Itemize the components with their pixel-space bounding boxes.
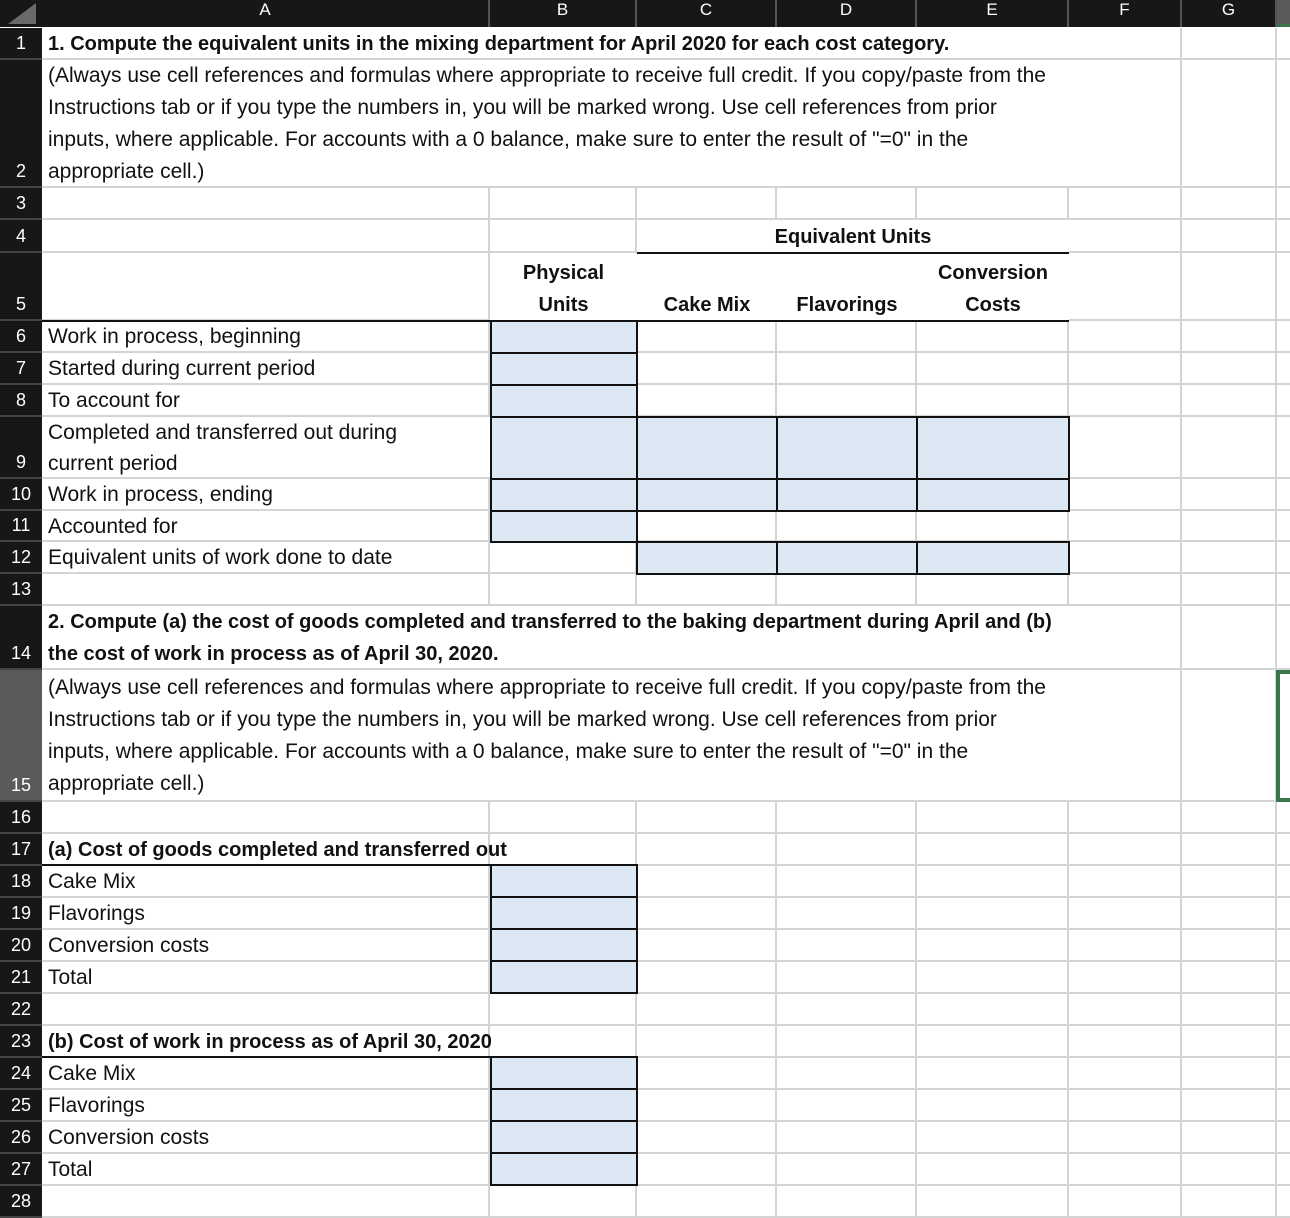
cell-E27[interactable] bbox=[917, 1154, 1069, 1186]
cell-G16[interactable] bbox=[1182, 802, 1277, 834]
part-b-flavorings: Flavorings bbox=[48, 1094, 145, 1117]
input-e9[interactable] bbox=[916, 416, 1070, 480]
row-header[interactable]: 4 bbox=[0, 220, 42, 253]
row-header[interactable]: 21 bbox=[0, 962, 42, 994]
row-header[interactable]: 3 bbox=[0, 188, 42, 220]
input-c9[interactable] bbox=[636, 416, 778, 480]
cell-E17[interactable] bbox=[917, 834, 1069, 866]
cell-E11[interactable] bbox=[917, 511, 1069, 542]
cell-F3[interactable] bbox=[1069, 188, 1182, 220]
row-header[interactable]: 12 bbox=[0, 542, 42, 574]
cell-E21[interactable] bbox=[917, 962, 1069, 994]
column-header[interactable]: C bbox=[637, 0, 777, 27]
input-d9[interactable] bbox=[776, 416, 918, 480]
col-physical-units: Physical Units bbox=[522, 262, 605, 316]
input-c12[interactable] bbox=[636, 541, 778, 575]
cell-F22[interactable] bbox=[1069, 994, 1182, 1026]
cell-F28[interactable] bbox=[1069, 1186, 1182, 1218]
input-b18[interactable] bbox=[490, 864, 638, 898]
row-label-wip-ending: Work in process, ending bbox=[48, 483, 273, 506]
cell-F17[interactable] bbox=[1069, 834, 1182, 866]
row-header[interactable]: 5 bbox=[0, 253, 42, 321]
cell-H8[interactable] bbox=[1277, 385, 1290, 417]
cell-C23[interactable] bbox=[637, 1026, 777, 1058]
cell-F5[interactable] bbox=[1069, 253, 1182, 321]
cell-D28[interactable] bbox=[777, 1186, 917, 1218]
row-label-wip-beginning: Work in process, beginning bbox=[48, 325, 301, 348]
row-header[interactable]: 24 bbox=[0, 1058, 42, 1090]
cell-G24[interactable] bbox=[1182, 1058, 1277, 1090]
row-header[interactable]: 19 bbox=[0, 898, 42, 930]
cell-G13[interactable] bbox=[1182, 574, 1277, 606]
part-b-header: (b) Cost of work in process as of April 30, 2020 bbox=[48, 1031, 492, 1053]
cell-C25[interactable] bbox=[637, 1090, 777, 1122]
row-header[interactable]: 6 bbox=[0, 321, 42, 353]
cell-D16[interactable] bbox=[777, 802, 917, 834]
cell-G15[interactable] bbox=[1182, 670, 1277, 802]
cell-C21[interactable] bbox=[637, 962, 777, 994]
cell-C16[interactable] bbox=[637, 802, 777, 834]
cell-E28[interactable] bbox=[917, 1186, 1069, 1218]
cell-G12[interactable] bbox=[1182, 542, 1277, 574]
cell-G2[interactable] bbox=[1182, 60, 1277, 188]
cell-B22[interactable] bbox=[490, 994, 637, 1026]
cell-E25[interactable] bbox=[917, 1090, 1069, 1122]
cell-D13[interactable] bbox=[777, 574, 917, 606]
cell-F16[interactable] bbox=[1069, 802, 1182, 834]
cell-D6[interactable] bbox=[777, 321, 917, 353]
cell-C17[interactable] bbox=[637, 834, 777, 866]
input-b24[interactable] bbox=[490, 1056, 638, 1090]
cell-D26[interactable] bbox=[777, 1122, 917, 1154]
cell-H4[interactable] bbox=[1277, 220, 1290, 253]
row-header[interactable]: 27 bbox=[0, 1154, 42, 1186]
cell-H19[interactable] bbox=[1277, 898, 1290, 930]
row-header[interactable]: 17 bbox=[0, 834, 42, 866]
cell-E20[interactable] bbox=[917, 930, 1069, 962]
cell-B13[interactable] bbox=[490, 574, 637, 606]
col-flavorings: Flavorings bbox=[796, 294, 898, 316]
row-header[interactable]: 9 bbox=[0, 417, 42, 479]
cell-F25[interactable] bbox=[1069, 1090, 1182, 1122]
cell-A13[interactable] bbox=[42, 574, 490, 606]
select-all-corner[interactable] bbox=[0, 0, 42, 27]
part-a-header: (a) Cost of goods completed and transferred out bbox=[48, 839, 507, 861]
cell-D19[interactable] bbox=[777, 898, 917, 930]
input-b19[interactable] bbox=[490, 896, 638, 930]
row-header[interactable]: 14 bbox=[0, 606, 42, 670]
row-header[interactable]: 25 bbox=[0, 1090, 42, 1122]
equivalent-units-header: Equivalent Units bbox=[774, 226, 932, 248]
cell-F15[interactable] bbox=[1069, 670, 1182, 802]
cell-D25[interactable] bbox=[777, 1090, 917, 1122]
cell-G8[interactable] bbox=[1182, 385, 1277, 417]
cell-G5[interactable] bbox=[1182, 253, 1277, 321]
cell-B17[interactable] bbox=[490, 834, 637, 866]
cell-G25[interactable] bbox=[1182, 1090, 1277, 1122]
cell-F20[interactable] bbox=[1069, 930, 1182, 962]
cell-E22[interactable] bbox=[917, 994, 1069, 1026]
cell-E8[interactable] bbox=[917, 385, 1069, 417]
cell-H14[interactable] bbox=[1277, 606, 1290, 670]
cell-H11[interactable] bbox=[1277, 511, 1290, 542]
row-header[interactable]: 10 bbox=[0, 479, 42, 511]
row-header[interactable]: 23 bbox=[0, 1026, 42, 1058]
cell-G22[interactable] bbox=[1182, 994, 1277, 1026]
cell-H23[interactable] bbox=[1277, 1026, 1290, 1058]
cell-C3[interactable] bbox=[637, 188, 777, 220]
cell-D24[interactable] bbox=[777, 1058, 917, 1090]
cell-G14[interactable] bbox=[1182, 606, 1277, 670]
cell-F10[interactable] bbox=[1069, 479, 1182, 511]
row-label-to-account-for: To account for bbox=[48, 389, 180, 412]
cell-H1[interactable] bbox=[1277, 28, 1290, 60]
cell-F19[interactable] bbox=[1069, 898, 1182, 930]
cell-F2[interactable] bbox=[1069, 60, 1182, 188]
cell-E16[interactable] bbox=[917, 802, 1069, 834]
input-c10[interactable] bbox=[636, 478, 778, 512]
cell-F21[interactable] bbox=[1069, 962, 1182, 994]
cell-C11[interactable] bbox=[637, 511, 777, 542]
input-b10[interactable] bbox=[490, 478, 638, 512]
row-header[interactable]: 7 bbox=[0, 353, 42, 385]
column-header[interactable]: A bbox=[42, 0, 490, 27]
cell-H16[interactable] bbox=[1277, 802, 1290, 834]
cell-G28[interactable] bbox=[1182, 1186, 1277, 1218]
col-cake-mix: Cake Mix bbox=[663, 294, 751, 316]
row-header[interactable]: 8 bbox=[0, 385, 42, 417]
cell-D21[interactable] bbox=[777, 962, 917, 994]
row-header[interactable]: 22 bbox=[0, 994, 42, 1026]
cell-D11[interactable] bbox=[777, 511, 917, 542]
cell-F6[interactable] bbox=[1069, 321, 1182, 353]
cell-C27[interactable] bbox=[637, 1154, 777, 1186]
column-header[interactable]: F bbox=[1069, 0, 1182, 27]
cell-G20[interactable] bbox=[1182, 930, 1277, 962]
cell-F23[interactable] bbox=[1069, 1026, 1182, 1058]
cell-C20[interactable] bbox=[637, 930, 777, 962]
input-b21[interactable] bbox=[490, 960, 638, 994]
cell-H2[interactable] bbox=[1277, 60, 1290, 188]
cell-A21[interactable] bbox=[42, 962, 490, 994]
cell-D8[interactable] bbox=[777, 385, 917, 417]
select-all-triangle-icon bbox=[0, 0, 42, 27]
cell-A4[interactable] bbox=[42, 220, 490, 253]
part-a-flavorings: Flavorings bbox=[48, 902, 145, 925]
cell-H22[interactable] bbox=[1277, 994, 1290, 1026]
cell-H6[interactable] bbox=[1277, 321, 1290, 353]
input-b8[interactable] bbox=[490, 384, 638, 418]
cell-E26[interactable] bbox=[917, 1122, 1069, 1154]
cell-G27[interactable] bbox=[1182, 1154, 1277, 1186]
cell-G7[interactable] bbox=[1182, 353, 1277, 385]
cell-G4[interactable] bbox=[1182, 220, 1277, 253]
cell-C18[interactable] bbox=[637, 866, 777, 898]
cell-F24[interactable] bbox=[1069, 1058, 1182, 1090]
q2-title: 2. Compute (a) the cost of goods completed and transferred to the baking department during April and (b) the cost of work in process as of April 30, 2020. bbox=[48, 611, 1058, 665]
input-b6[interactable] bbox=[490, 320, 638, 354]
cell-F9[interactable] bbox=[1069, 417, 1182, 479]
cell-H7[interactable] bbox=[1277, 353, 1290, 385]
cell-H21[interactable] bbox=[1277, 962, 1290, 994]
cell-G19[interactable] bbox=[1182, 898, 1277, 930]
cell-H17[interactable] bbox=[1277, 834, 1290, 866]
cell-D3[interactable] bbox=[777, 188, 917, 220]
cell-F27[interactable] bbox=[1069, 1154, 1182, 1186]
cell-H10[interactable] bbox=[1277, 479, 1290, 511]
row-header[interactable]: 20 bbox=[0, 930, 42, 962]
row-header[interactable]: 28 bbox=[0, 1186, 42, 1218]
row-header[interactable]: 16 bbox=[0, 802, 42, 834]
row-label-completed: Completed and transferred out during current period bbox=[48, 421, 403, 475]
input-b27[interactable] bbox=[490, 1152, 638, 1186]
cell-C28[interactable] bbox=[637, 1186, 777, 1218]
row-header[interactable]: 11 bbox=[0, 511, 42, 542]
cell-H3[interactable] bbox=[1277, 188, 1290, 220]
cell-D7[interactable] bbox=[777, 353, 917, 385]
cell-F11[interactable] bbox=[1069, 511, 1182, 542]
cell-C24[interactable] bbox=[637, 1058, 777, 1090]
row-header[interactable]: 2 bbox=[0, 60, 42, 188]
cell-D23[interactable] bbox=[777, 1026, 917, 1058]
cell-F12[interactable] bbox=[1069, 542, 1182, 574]
cell-F1[interactable] bbox=[1069, 28, 1182, 60]
cell-G18[interactable] bbox=[1182, 866, 1277, 898]
row-header[interactable]: 18 bbox=[0, 866, 42, 898]
cell-G11[interactable] bbox=[1182, 511, 1277, 542]
cell-F13[interactable] bbox=[1069, 574, 1182, 606]
cell-H27[interactable] bbox=[1277, 1154, 1290, 1186]
cell-A3[interactable] bbox=[42, 188, 490, 220]
cell-A22[interactable] bbox=[42, 994, 490, 1026]
row-header[interactable]: 15 bbox=[0, 670, 42, 802]
cell-B16[interactable] bbox=[490, 802, 637, 834]
row-header[interactable]: 13 bbox=[0, 574, 42, 606]
row-label-equivalent-units: Equivalent units of work done to date bbox=[48, 546, 393, 569]
cell-G6[interactable] bbox=[1182, 321, 1277, 353]
cell-F26[interactable] bbox=[1069, 1122, 1182, 1154]
cell-E13[interactable] bbox=[917, 574, 1069, 606]
part-b-conversion: Conversion costs bbox=[48, 1126, 210, 1149]
input-b20[interactable] bbox=[490, 928, 638, 962]
q1-instructions: (Always use cell references and formulas where appropriate to receive full credit. If you copy/paste from the Instructions tab or if you type the numbers in, you will be marked wrong. Use cell references from prior inputs, where applicable. For accounts with a 0 balance, make sure to enter the result of "=0" in the appropriate cell.) bbox=[48, 64, 1052, 183]
cell-G1[interactable] bbox=[1182, 28, 1277, 60]
cell-F4[interactable] bbox=[1069, 220, 1182, 253]
cell-D27[interactable] bbox=[777, 1154, 917, 1186]
cell-F7[interactable] bbox=[1069, 353, 1182, 385]
q2-instructions: (Always use cell references and formulas where appropriate to receive full credit. If you copy/paste from the Instructions tab or if you type the numbers in, you will be marked wrong. Use cell references from prior inputs, where applicable. For accounts with a 0 balance, make sure to enter the result of "=0" in the appropriate cell.) bbox=[48, 676, 1052, 795]
input-d12[interactable] bbox=[776, 541, 918, 575]
cell-C13[interactable] bbox=[637, 574, 777, 606]
cell-E24[interactable] bbox=[917, 1058, 1069, 1090]
cell-E19[interactable] bbox=[917, 898, 1069, 930]
input-e12[interactable] bbox=[916, 541, 1070, 575]
cell-G23[interactable] bbox=[1182, 1026, 1277, 1058]
cell-B23[interactable] bbox=[490, 1026, 637, 1058]
cell-C6[interactable] bbox=[637, 321, 777, 353]
part-b-total: Total bbox=[48, 1158, 93, 1181]
col-conversion-costs: Conversion Costs bbox=[937, 262, 1049, 316]
cell-H9[interactable] bbox=[1277, 417, 1290, 479]
cell-F14[interactable] bbox=[1069, 606, 1182, 670]
cell-H20[interactable] bbox=[1277, 930, 1290, 962]
cell-C22[interactable] bbox=[637, 994, 777, 1026]
part-b-cake-mix: Cake Mix bbox=[48, 1062, 136, 1085]
cell-A27[interactable] bbox=[42, 1154, 490, 1186]
input-b11[interactable] bbox=[490, 510, 638, 543]
cell-H25[interactable] bbox=[1277, 1090, 1290, 1122]
input-b26[interactable] bbox=[490, 1120, 638, 1154]
column-header[interactable]: E bbox=[917, 0, 1069, 27]
cell-G26[interactable] bbox=[1182, 1122, 1277, 1154]
cell-A5[interactable] bbox=[42, 253, 490, 321]
input-b7[interactable] bbox=[490, 352, 638, 386]
row-header[interactable]: 1 bbox=[0, 28, 42, 60]
cell-G10[interactable] bbox=[1182, 479, 1277, 511]
input-d10[interactable] bbox=[776, 478, 918, 512]
cell-B3[interactable] bbox=[490, 188, 637, 220]
column-header[interactable]: G bbox=[1182, 0, 1277, 27]
cell-G9[interactable] bbox=[1182, 417, 1277, 479]
cell-G3[interactable] bbox=[1182, 188, 1277, 220]
part-a-cake-mix: Cake Mix bbox=[48, 870, 136, 893]
cell-C26[interactable] bbox=[637, 1122, 777, 1154]
cell-D17[interactable] bbox=[777, 834, 917, 866]
cell-A28[interactable] bbox=[42, 1186, 490, 1218]
cell-G21[interactable] bbox=[1182, 962, 1277, 994]
cell-H12[interactable] bbox=[1277, 542, 1290, 574]
q1-title: 1. Compute the equivalent units in the mixing department for April 2020 for each cost category. bbox=[48, 33, 950, 55]
cell-E23[interactable] bbox=[917, 1026, 1069, 1058]
cell-G17[interactable] bbox=[1182, 834, 1277, 866]
column-header[interactable]: D bbox=[777, 0, 917, 27]
cell-H24[interactable] bbox=[1277, 1058, 1290, 1090]
cell-E18[interactable] bbox=[917, 866, 1069, 898]
cell-H5[interactable] bbox=[1277, 253, 1290, 321]
input-b9[interactable] bbox=[490, 416, 638, 480]
selected-cell[interactable] bbox=[1276, 670, 1290, 802]
row-label-accounted-for: Accounted for bbox=[48, 515, 178, 538]
cell-B12[interactable] bbox=[490, 542, 637, 574]
input-e10[interactable] bbox=[916, 478, 1070, 512]
cell-D18[interactable] bbox=[777, 866, 917, 898]
cell-E6[interactable] bbox=[917, 321, 1069, 353]
cell-H26[interactable] bbox=[1277, 1122, 1290, 1154]
cell-H18[interactable] bbox=[1277, 866, 1290, 898]
cell-F8[interactable] bbox=[1069, 385, 1182, 417]
cell-C8[interactable] bbox=[637, 385, 777, 417]
column-header[interactable]: B bbox=[490, 0, 637, 27]
column-header-selected[interactable] bbox=[1277, 0, 1290, 27]
cell-B4[interactable] bbox=[490, 220, 637, 253]
cell-F18[interactable] bbox=[1069, 866, 1182, 898]
cell-B28[interactable] bbox=[490, 1186, 637, 1218]
cell-A16[interactable] bbox=[42, 802, 490, 834]
part-a-total: Total bbox=[48, 966, 93, 989]
cell-C19[interactable] bbox=[637, 898, 777, 930]
part-a-conversion: Conversion costs bbox=[48, 934, 210, 957]
cell-H28[interactable] bbox=[1277, 1186, 1290, 1218]
cell-D20[interactable] bbox=[777, 930, 917, 962]
input-b25[interactable] bbox=[490, 1088, 638, 1122]
row-header[interactable]: 26 bbox=[0, 1122, 42, 1154]
cell-D22[interactable] bbox=[777, 994, 917, 1026]
cell-C7[interactable] bbox=[637, 353, 777, 385]
cell-H13[interactable] bbox=[1277, 574, 1290, 606]
cell-E3[interactable] bbox=[917, 188, 1069, 220]
row-label-started: Started during current period bbox=[48, 357, 316, 380]
cell-E7[interactable] bbox=[917, 353, 1069, 385]
